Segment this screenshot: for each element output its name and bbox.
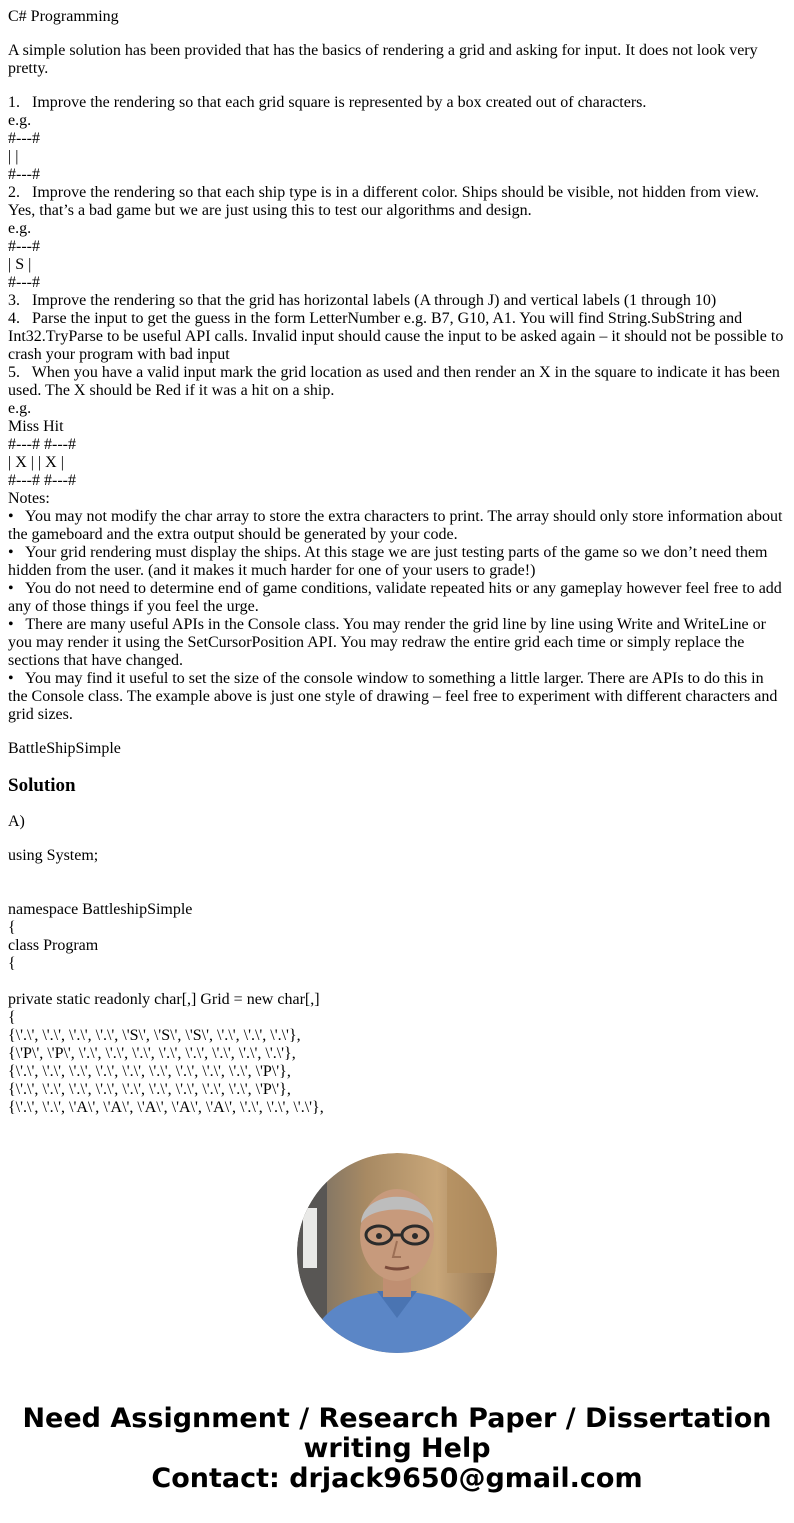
code-line: { (8, 955, 16, 972)
code-line: class Program (8, 937, 99, 954)
step-1-eg: e.g. (8, 112, 32, 129)
code-line: private static readonly char[,] Grid = new char[,] (8, 991, 320, 1008)
code-line: {\'.\', \'.\', \'.\', \'.\', \'.\', \'.\', \'.\', \'.\', \'.\', \'P\'}, (8, 1081, 291, 1098)
code-line: {\'.\', \'.\', \'A\', \'A\', \'A\', \'A\', \'A\', \'.\', \'.\', \'.\'}, (8, 1099, 324, 1116)
promo-line-2: writing Help (303, 1433, 491, 1464)
code-line: {\'.\', \'.\', \'.\', \'.\', \'.\', \'.\', \'.\', \'.\', \'.\', \'P\'}, (8, 1063, 291, 1080)
code-line: {\'.\', \'.\', \'.\', \'.\', \'S\', \'S\', \'S\', \'.\', \'.\', \'.\'}, (8, 1027, 301, 1044)
step-1-box-line: | | (8, 148, 19, 165)
note-item: • Your grid rendering must display the ships. At this stage we are just testing parts of the game so we don’t need them hidden from the user. (and it makes it much harder for one of your users to grade!) (8, 544, 772, 579)
step-5-box-line: #---# #---# (8, 436, 76, 453)
step-5: 5. When you have a valid input mark the grid location as used and then render an X in the square to indicate it has been used. The X should be Red if it was a hit on a ship. (8, 364, 784, 399)
step-5-eg: e.g. (8, 400, 32, 417)
solution-heading: Solution (8, 775, 76, 796)
step-4: 4. Parse the input to get the guess in the form LetterNumber e.g. B7, G10, A1. You will find String.SubString and Int32.TryParse to be useful API calls. Invalid input should cause the input to be asked again – it should not be possible to crash your program with bad input (8, 310, 788, 363)
code-line (8, 973, 786, 991)
author-avatar (297, 1153, 497, 1353)
code-line: {\'P\', \'P\', \'.\', \'.\', \'.\', \'.\', \'.\', \'.\', \'.\', \'.\'}, (8, 1045, 296, 1062)
code-line: namespace BattleshipSimple (8, 901, 193, 918)
note-item: • You may not modify the char array to store the extra characters to print. The array should only store information about the gameboard and the extra output should be generated by your code. (8, 508, 787, 543)
step-5-box-line: #---# #---# (8, 472, 76, 489)
step-2-box-line: #---# (8, 274, 40, 291)
step-3: 3. Improve the rendering so that the grid has horizontal labels (A through J) and vertical labels (1 through 10) (8, 292, 717, 309)
code-using: using System; (8, 847, 99, 864)
step-2-eg: e.g. (8, 220, 32, 237)
step-2: 2. Improve the rendering so that each ship type is in a different color. Ships should be visible, not hidden from view. Yes, that’s a bad game but we are just using this to test our algorithms and design. (8, 184, 763, 219)
step-1-box-line: #---# (8, 166, 40, 183)
step-5-box-line: | X | | X | (8, 454, 64, 471)
code-block (8, 901, 786, 1117)
step-2-box-line: | S | (8, 256, 32, 273)
solution-part-label: A) (8, 813, 25, 830)
promo-contact: Contact: drjack9650@gmail.com (151, 1463, 643, 1494)
code-line: { (8, 919, 16, 936)
note-item: • You do not need to determine end of game conditions, validate repeated hits or any gameplay however feel free to add any of those things if you feel the urge. (8, 580, 786, 615)
promo-line-1: Need Assignment / Research Paper / Dissertation (22, 1403, 772, 1434)
note-item: • You may find it useful to set the size of the console window to something a little larger. There are APIs to do this in the Console class. The example above is just one style of drawing – feel free to experiment with different characters and grid sizes. (8, 670, 782, 723)
code-line: { (8, 1009, 16, 1026)
step-2-box-line: #---# (8, 238, 40, 255)
step-1: 1. Improve the rendering so that each grid square is represented by a box created out of characters. (8, 94, 647, 111)
promo-banner (0, 1404, 794, 1494)
note-item: • There are many useful APIs in the Console class. You may render the grid line by line using Write and WriteLine or you may render it using the SetCursorPosition API. You may redraw the entire grid each time or simply replace the sections that have changed. (8, 616, 770, 669)
step-5-box-line: Miss Hit (8, 418, 64, 435)
project-name: BattleShipSimple (8, 740, 121, 757)
author-photo-illustration (297, 1153, 497, 1353)
intro-paragraph: A simple solution has been provided that has the basics of rendering a grid and asking for input. It does not look very pretty. (8, 42, 762, 77)
notes-label: Notes: (8, 490, 50, 507)
step-1-box-line: #---# (8, 130, 40, 147)
doc-title: C# Programming (8, 8, 119, 25)
